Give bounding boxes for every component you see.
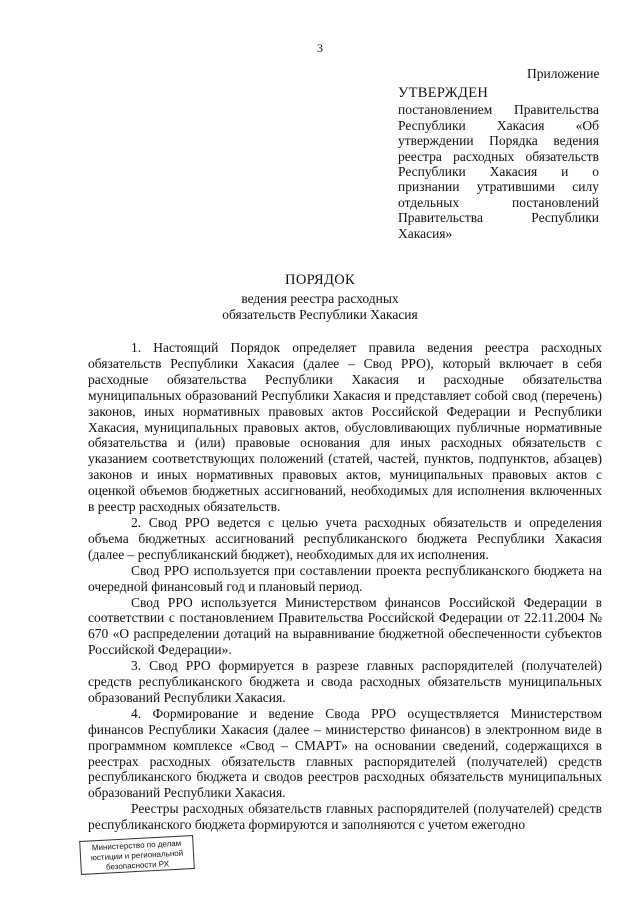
paragraph-5: 3. Свод РРО формируется в разрезе главных распорядителей (получателей) средств республиканского бюджета и свода расходных обязательств муниципальных образований Республики Хакасия. <box>88 658 602 705</box>
page-number: 3 <box>317 41 323 55</box>
document-body <box>88 340 602 833</box>
subtitle-line-1: ведения реестра расходных <box>241 291 399 306</box>
annex-label: Приложение <box>527 66 600 81</box>
approved-title: УТВЕРЖДЕН <box>398 85 489 101</box>
document-subtitle <box>160 291 480 323</box>
paragraph-6: 4. Формирование и ведение Свода РРО осуществляется Министерством финансов Республики Хакасия (далее – министерство финансов) в электронном виде в программном комплексе «Свод – СМАРТ» на основании сведений, содержащихся в реестрах расходных обязательств главных распорядителей (получателей) средств республиканского бюджета и сводов реестров расходных обязательств муниципальных образований Республики Хакасия. <box>88 705 602 801</box>
approved-text: постановлением Правительства Республики Хакасия «Об утверждении Порядка ведения реестра расходных обязательств Республики Хакасия и о признании утратившими силу отдельных постановлений Правительства Республики Хакасия» <box>398 102 599 241</box>
stamp-line-1: Министерство по делам <box>91 838 182 853</box>
approval-block <box>398 86 599 241</box>
subtitle-line-2: обязательств Республики Хакасия <box>222 307 418 322</box>
stamp-line-3: безопасности РХ <box>105 859 170 872</box>
stamp-line-2: юстиции и региональной <box>90 848 184 863</box>
ministry-stamp <box>79 835 195 875</box>
document-title: ПОРЯДОК <box>285 272 355 288</box>
paragraph-7: Реестры расходных обязательств главных распорядителей (получателей) средств республиканского бюджета формируются и заполняются с учетом ежегодно <box>88 801 602 833</box>
paragraph-3: Свод РРО используется при составлении проекта республиканского бюджета на очередной финансовый год и плановый период. <box>88 562 602 594</box>
paragraph-2: 2. Свод РРО ведется с целью учета расходных обязательств и определения объема бюджетных ассигнований республиканского бюджета Республики Хакасия (далее – республиканский бюджет), необходимых для их исполнения. <box>88 514 602 562</box>
paragraph-1: 1. Настоящий Порядок определяет правила ведения реестра расходных обязательств Республики Хакасия (далее – Свод РРО), который включает в себя расходные обязательства Республики Хакасия и расходные обязательства муниципальных образований Республики Хакасия и представляет собой свод (перечень) законов, иных нормативных правовых актов Российской Федерации и Республики Хакасия, муниципальных правовых актов, обусловливающих публичные нормативные обязательства и (или) правовые основания для иных расходных обязательств с указанием соответствующих положений (статей, частей, пунктов, подпунктов, абзацев) законов и иных нормативных правовых актов, муниципальных правовых актов с оценкой объемов бюджетных ассигнований, необходимых для исполнения включенных в реестр расходных обязательств. <box>88 340 602 515</box>
paragraph-4: Свод РРО используется Министерством финансов Российской Федерации в соответствии с постановлением Правительства Российской Федерации от 22.11.2004 № 670 «О распределении дотаций на выравнивание бюджетной обеспеченности субъектов Российской Федерации». <box>88 594 602 658</box>
